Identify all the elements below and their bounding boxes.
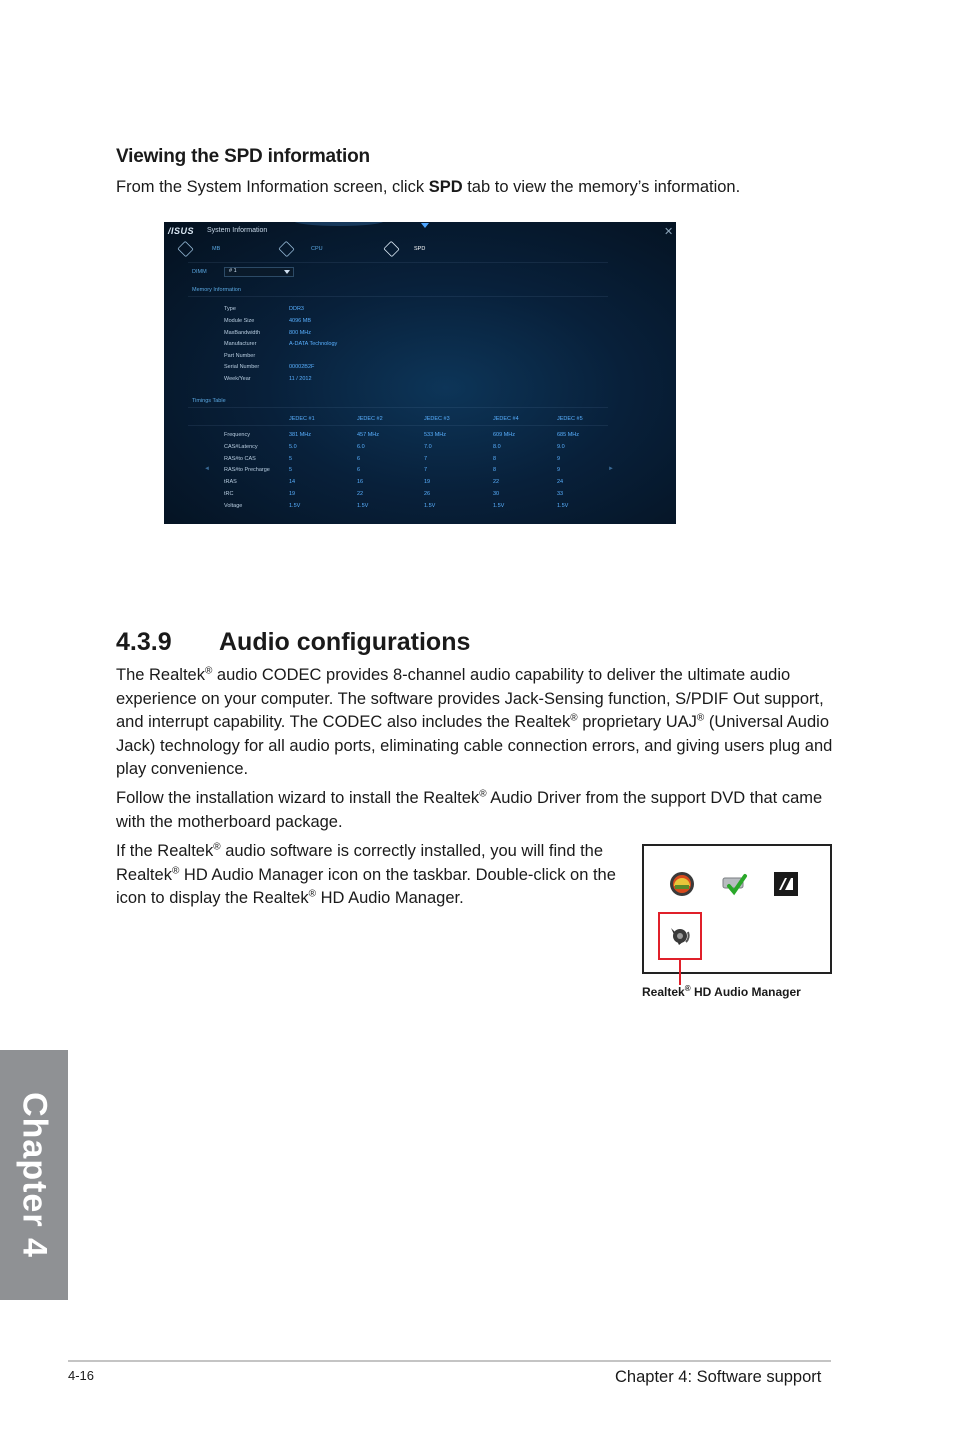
memory-key: Week/Year [224,376,251,382]
section-heading [116,628,470,657]
divider [188,262,608,263]
text: Audio Driver from the support DVD that came with the motherboard package. [116,789,823,831]
timings-cell: 1.5V [357,503,369,509]
timings-cell: 6 [357,456,361,462]
dimm-select-value: # 1 [229,268,237,274]
divider [188,407,608,408]
spd-intro-text: From the System Information screen, click [116,178,429,196]
timings-cell: 8 [493,456,497,462]
checkmark-drive-icon[interactable] [720,870,748,898]
registered-mark: ® [479,788,487,800]
timings-cell: 7 [424,456,428,462]
timings-cell: 1.5V [493,503,505,509]
divider [188,296,608,297]
registered-mark: ® [213,841,221,853]
timings-key: Voltage [224,503,243,509]
memory-key: Serial Number [224,364,260,370]
speed-gauge-icon[interactable] [668,870,696,898]
audio-paragraph-2 [116,787,836,834]
timings-cell: 22 [357,491,364,497]
tab-spd-label: SPD [414,246,426,252]
text: HD Audio Manager icon on the taskbar. Double-click on the icon to display the Realtek [116,865,616,907]
realtek-speaker-icon[interactable] [666,922,694,950]
close-icon[interactable]: ✕ [664,226,674,238]
timings-table-heading: Timings Table [192,398,226,404]
timings-cell: 457 MHz [357,432,380,438]
memory-information-heading: Memory Information [192,287,241,293]
timings-cell: 9.0 [557,444,565,450]
chevron-down-icon [284,270,290,274]
timings-cell: 33 [557,491,564,497]
motherboard-icon [177,241,193,257]
footer-chapter-title: Chapter 4: Software support [615,1368,822,1386]
audio-paragraph-1 [116,664,836,782]
timings-key: RAS#to Precharge [224,467,270,473]
timings-cell: 8.0 [493,444,501,450]
text: audio CODEC provides 8-channel audio capability to deliver the ultimate audio experience on your computer. The software provides Jack-Sensing function, S/PDIF Out support, and interrupt capability. The CODEC also includes the Realtek [116,666,824,731]
spd-intro-text-end: tab to view the memory’s information. [462,178,741,196]
registered-mark: ® [204,665,213,677]
timings-cell: 5 [289,456,293,462]
timings-cell: 685 MHz [557,432,580,438]
timings-key: CAS#Latency [224,444,258,450]
memory-key: MaxBandwidth [224,330,261,336]
timings-cell: 9 [557,467,561,473]
registered-mark: ® [684,984,691,993]
timings-cell: 6 [357,467,361,473]
scroll-left-icon[interactable]: ◄ [204,466,210,472]
text: HD Audio Manager. [316,889,464,907]
scroll-right-icon[interactable]: ► [608,466,614,472]
timings-cell: 609 MHz [493,432,516,438]
cpu-icon [278,241,294,257]
timings-header: JEDEC #1 [289,416,315,422]
timings-cell: 14 [289,479,296,485]
caption-text: Realtek [642,985,685,999]
timings-cell: 30 [493,491,500,497]
memory-key: Module Size [224,318,255,324]
text: The Realtek [116,666,205,684]
text: audio software is correctly installed, you will find the Realtek [116,842,604,884]
timings-key: tRC [224,491,234,497]
memory-key: Type [224,306,236,312]
timings-cell: 381 MHz [289,432,312,438]
registered-mark: ® [308,888,316,900]
timings-cell: 7 [424,467,428,473]
memory-value: DDR3 [289,306,304,312]
memory-value: 00002B2F [289,364,315,370]
system-information-window [164,222,676,524]
section-number: 4.3.9 [116,628,172,656]
taskbar-icons-figure [642,844,832,974]
timings-cell: 1.5V [289,503,301,509]
memory-icon [383,241,399,257]
active-tab-arrow-icon [421,223,429,228]
timings-header: JEDEC #3 [424,416,450,422]
callout-line [679,959,681,985]
chapter-side-tab [0,1050,68,1300]
timings-cell: 9 [557,456,561,462]
page-number: 4-16 [68,1368,95,1383]
timings-cell: 533 MHz [424,432,447,438]
dimm-label: DIMM [192,269,207,275]
amd-logo-icon[interactable] [772,870,800,898]
text: proprietary UAJ [577,713,697,731]
timings-header: JEDEC #5 [557,416,583,422]
caption-text: HD Audio Manager [690,985,801,999]
timings-cell: 1.5V [557,503,569,509]
timings-key: tRAS [224,479,237,485]
timings-cell: 16 [357,479,364,485]
section-title: Audio configurations [219,628,471,656]
spd-intro-bold: SPD [428,178,463,196]
registered-mark: ® [171,865,180,876]
timings-cell: 7.0 [424,444,432,450]
text: If the Realtek [116,842,214,860]
timings-key: RAS#to CAS [224,456,256,462]
asus-logo: /ISUS [168,226,195,236]
memory-key: Manufacturer [224,341,257,347]
footer-rule [68,1360,831,1362]
window-titlebar [164,222,676,242]
registered-mark: ® [696,712,705,724]
spd-heading: Viewing the SPD information [116,146,370,167]
window-title: System Information [207,227,268,234]
timings-cell: 5 [289,467,293,473]
memory-key: Part Number [224,353,256,359]
spd-intro [116,176,836,200]
timings-cell: 5.0 [289,444,297,450]
registered-mark: ® [570,712,578,724]
audio-paragraph-3 [116,840,636,911]
timings-cell: 1.5V [424,503,436,509]
highlight-box [658,912,702,960]
timings-header: JEDEC #2 [357,416,383,422]
text: Follow the installation wizard to install the Realtek [116,789,480,807]
memory-value: 800 MHz [289,330,312,336]
tab-cpu-label: CPU [311,246,323,252]
divider [188,425,608,426]
timings-cell: 22 [493,479,500,485]
timings-cell: 24 [557,479,564,485]
tab-mb-label: MB [212,246,221,252]
timings-key: Frequency [224,432,250,438]
dimm-select[interactable] [224,267,294,277]
timings-cell: 8 [493,467,497,473]
timings-header: JEDEC #4 [493,416,519,422]
memory-value: A-DATA Technology [289,341,338,347]
chapter-side-tab-label: Chapter 4 [15,1092,54,1258]
timings-cell: 19 [289,491,296,497]
timings-cell: 6.0 [357,444,365,450]
timings-cell: 26 [424,491,431,497]
timings-cell: 19 [424,479,431,485]
memory-value: 11 / 2012 [289,376,312,382]
figure-caption [642,985,801,999]
memory-value: 4096 MB [289,318,312,324]
text: (Universal Audio Jack) technology for all audio ports, eliminating cable connection errors, and giving users plug and play convenience. [116,713,833,778]
